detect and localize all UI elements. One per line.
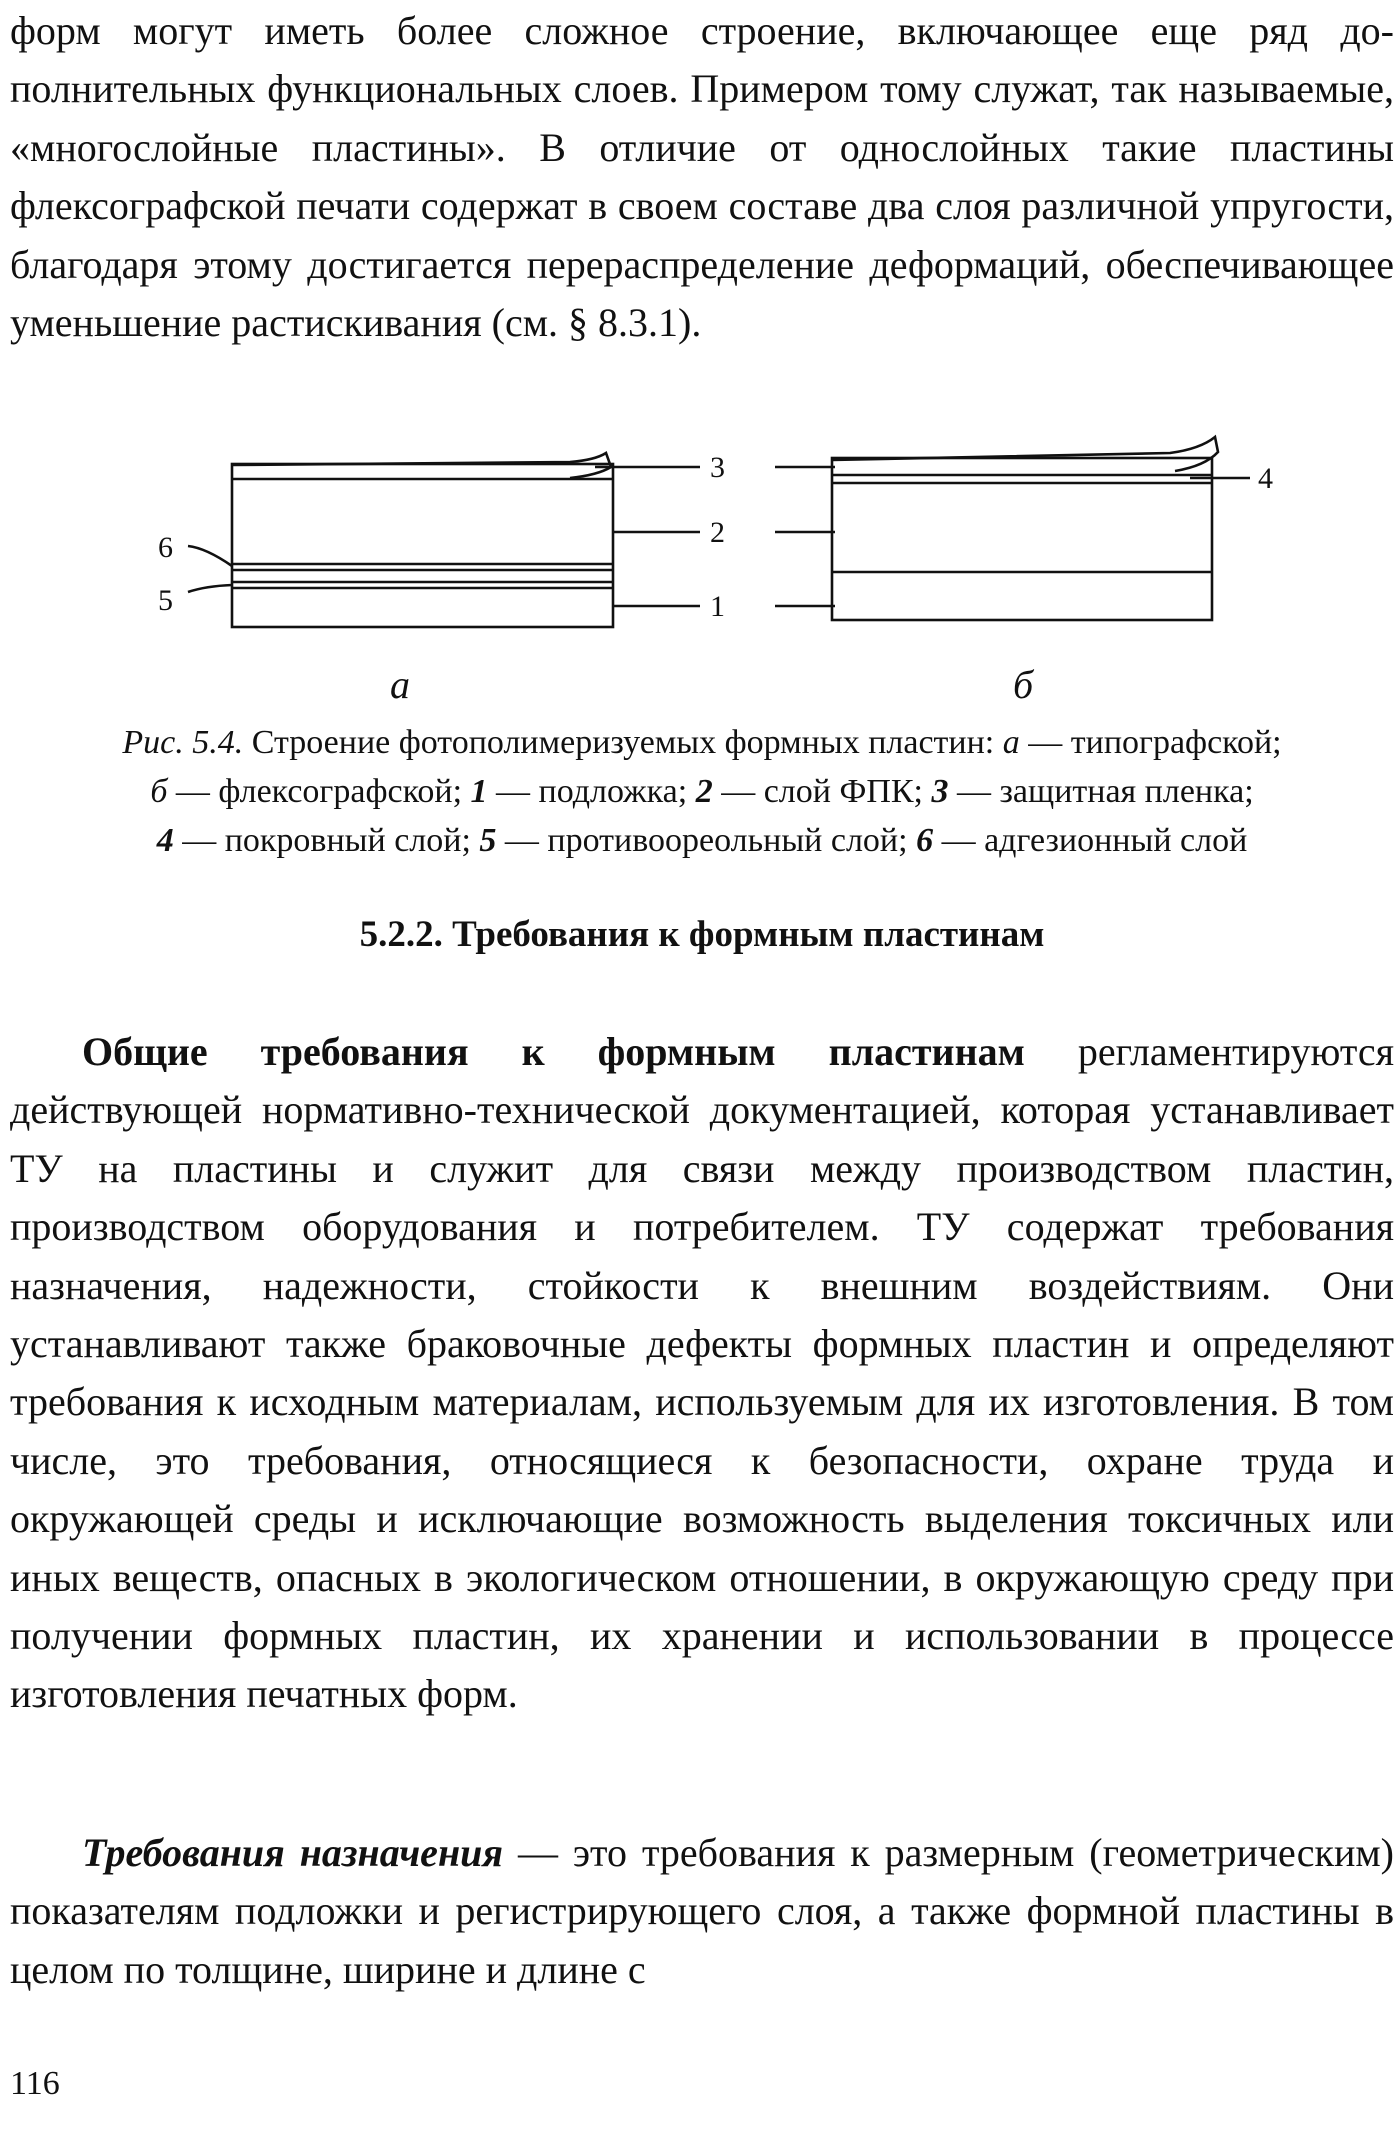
label-1: 1	[710, 590, 725, 623]
paragraph-purpose-text: — это требования к размерным (геометрическим) показателям подложки и регистрирующего слоя, а также формной пластины в целом по толщине, ширине и длине с	[10, 1830, 1394, 1992]
plate-b-peeling-film	[832, 437, 1218, 471]
paragraph-intro-text: форм могут иметь более сложное строение, включающее еще ряд дополнительных функциональных слоев. Примером тому служат, так называемые, «многослойные пластины». В отличие от однослойных такие пластины флексографской печати содержат в своем составе два слоя различной упругости, благодаря этому достигается перераспределение деформаций, обеспечивающее уменьшение растискивания (см. § 8.3.1).	[10, 8, 1394, 346]
paragraph-general-text: регламентируются действующей нормативно-технической документацией, которая устанавливает ТУ на пластины и служит для связи между производством пластин, производством оборудования и потребителем. ТУ содержат требования назначения, надежности, стойкости к внешним воздействиям. Они устанавливают также браковочные дефекты формных пластин и определяют требования к исходным материалам, используемым для их изготовления. В том числе, это требования, относящиеся к безопасности, охране труда и окружающей среды и исключающие возможность выделения токсичных или иных веществ, опасных в экологическом отношении, в окружающую среду при получении формных пластин, их хранении и использовании в процессе изготовления печатных форм.	[10, 1029, 1394, 1717]
label-4: 4	[1258, 462, 1273, 495]
plate-a-outline	[232, 464, 613, 627]
leader-5	[188, 585, 232, 592]
caption-text-7: — покровный слой;	[173, 822, 480, 859]
figure-5-4	[10, 420, 1394, 720]
caption-num-6: 6	[916, 822, 934, 859]
page-number: 116	[10, 2065, 60, 2102]
caption-text-3: — флексографской;	[167, 773, 471, 810]
plate-a-peeling-film	[232, 453, 611, 478]
figure-caption	[10, 718, 1394, 865]
caption-num-5: 5	[479, 822, 497, 859]
leader-6	[188, 546, 232, 566]
caption-text-5: — слой ФПК;	[712, 773, 932, 810]
plate-structure-diagram	[10, 420, 1394, 720]
label-5: 5	[158, 584, 173, 617]
caption-num-1: 1	[470, 773, 488, 810]
label-6: 6	[158, 531, 173, 564]
label-2: 2	[710, 516, 725, 549]
term-general-requirements: Общие требования к формным пластинам	[82, 1029, 1025, 1074]
paragraph-purpose-requirements	[10, 1824, 1394, 1999]
caption-text-1: Строение фотополимеризуемых формных пластин:	[243, 724, 1003, 761]
figure-sub-b: б	[1013, 662, 1034, 707]
caption-b: б	[150, 773, 168, 810]
caption-num-3: 3	[931, 773, 949, 810]
caption-fig-ref: Рис. 5.4.	[122, 724, 244, 761]
caption-text-4: — подложка;	[487, 773, 696, 810]
paragraph-general-requirements	[10, 1023, 1394, 1724]
term-purpose-requirements: Требования назначения	[82, 1830, 503, 1875]
caption-num-2: 2	[695, 773, 713, 810]
paragraph-intro	[10, 2, 1394, 352]
caption-text-9: — адгезионный слой	[933, 822, 1248, 859]
caption-text-6: — защитная пленка;	[948, 773, 1254, 810]
caption-text-8: — противоореольный слой;	[496, 822, 917, 859]
document-page	[10, 0, 1394, 2132]
section-heading: 5.2.2. Требования к формным пластинам	[359, 914, 1045, 955]
caption-text-2: — типографской;	[1019, 724, 1282, 761]
caption-num-4: 4	[156, 822, 174, 859]
caption-a: а	[1002, 724, 1020, 761]
label-3: 3	[710, 451, 725, 484]
figure-sub-a: а	[390, 662, 410, 707]
